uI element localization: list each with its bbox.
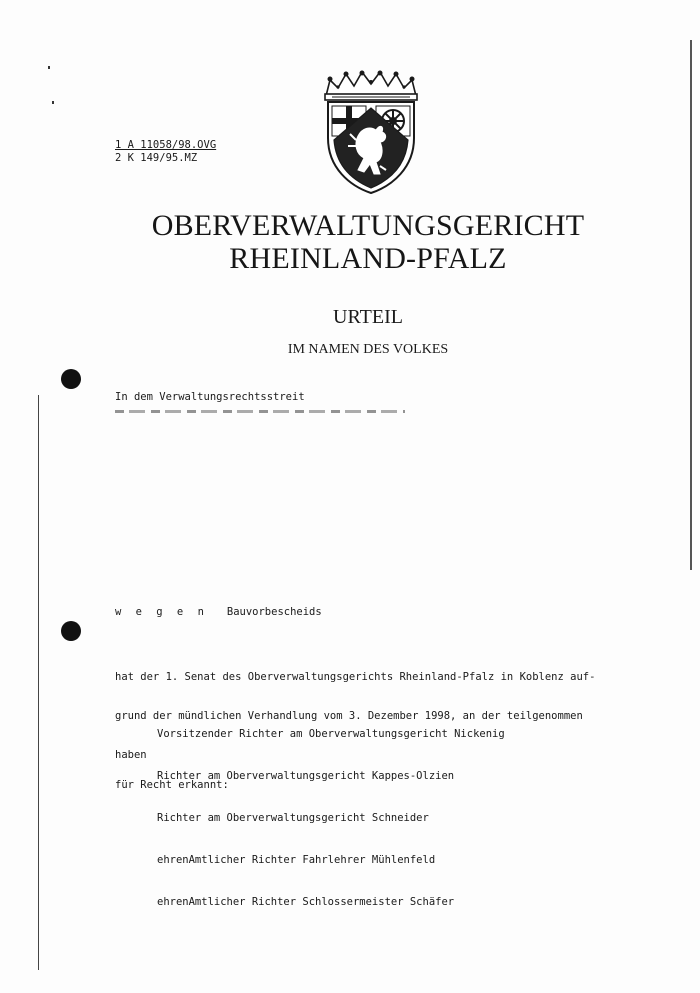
- file-number-vg: 2 K 149/95.MZ: [115, 152, 198, 164]
- scan-edge-right: [690, 40, 692, 570]
- judge-entry: Vorsitzender Richter am Oberverwaltungsgericht Nickenig: [157, 728, 505, 740]
- closing-line: für Recht erkannt:: [115, 779, 229, 791]
- senate-line: haben: [115, 749, 147, 761]
- punch-hole-upper: [61, 369, 81, 389]
- senate-line: grund der mündlichen Verhandlung vom 3. Dezember 1998, an der teilgenommen: [115, 710, 583, 722]
- judges-list: [157, 699, 505, 937]
- case-intro: In dem Verwaltungsrechtsstreit: [115, 391, 305, 403]
- punch-hole-lower: [61, 621, 81, 641]
- file-number-ovg: 1 A 11058/98.OVG: [115, 139, 217, 151]
- judge-entry: Richter am Oberverwaltungsgericht Schneider: [157, 812, 429, 824]
- scan-edge-left: [38, 395, 39, 970]
- judge-entry: ehrenAmtlicher Richter Schlossermeister Schäfer: [157, 896, 455, 908]
- document-heading: URTEIL: [333, 306, 403, 328]
- judge-entry: ehrenAmtlicher Richter Fahrlehrer Mühlenfeld: [157, 854, 436, 866]
- subject-value: Bauvorbescheids: [226, 606, 322, 618]
- court-name-line2: RHEINLAND-PFALZ: [229, 242, 507, 275]
- subject-label: w e g e n: [115, 606, 208, 618]
- document-subheading: IM NAMEN DES VOLKES: [287, 342, 449, 357]
- scan-speck: [48, 66, 50, 69]
- scan-speck: [52, 101, 54, 104]
- court-name-line1: OBERVERWALTUNGSGERICHT: [151, 209, 585, 242]
- file-numbers: [115, 139, 216, 165]
- subject-line: [115, 606, 322, 619]
- senate-line: hat der 1. Senat des Oberverwaltungsgerichts Rheinland-Pfalz in Koblenz auf-: [115, 671, 596, 683]
- coat-of-arms-icon: [320, 70, 422, 195]
- judge-entry: Richter am Oberverwaltungsgericht Kappes-Olzien: [157, 770, 455, 782]
- redaction-mark: [115, 410, 405, 413]
